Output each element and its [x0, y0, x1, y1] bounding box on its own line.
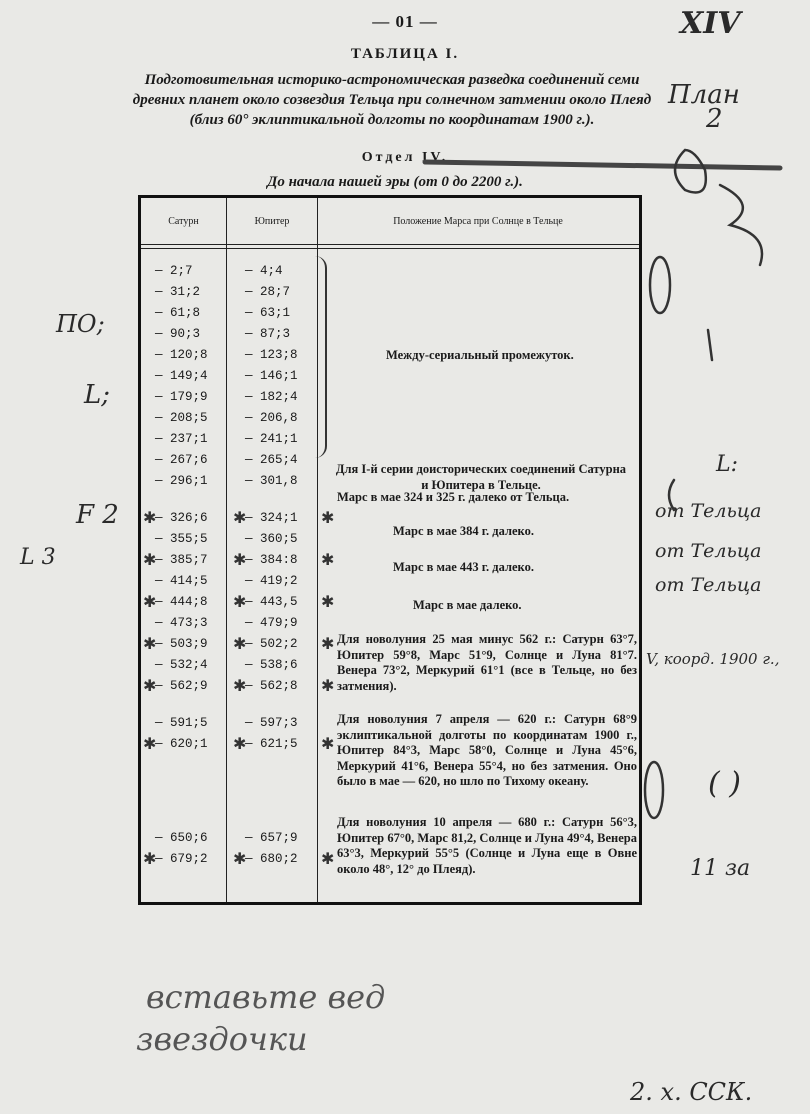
mars-note-7: Для новолуния 10 апреля — 680 г.: Сатурн 56°3, Юпитер 67°0, Марс 81,2, Солнце и Луна 49°4, Венера 63°3, Меркурий 55°5 (Солнце и Луна еще в Овне около 48°, 12° до Плеяд).: [337, 815, 637, 876]
jupiter-cell: — 443,5: [245, 595, 298, 609]
hand-ot-3: от Тельца: [655, 574, 762, 596]
saturn-cell: — 149;4: [155, 369, 208, 383]
saturn-cell: — 2;7: [155, 264, 193, 278]
asterisk-icon: ✱: [321, 636, 335, 653]
asterisk-icon: ✱: [233, 552, 247, 569]
hand-f2: F 2: [76, 500, 119, 530]
jupiter-cell: — 146;1: [245, 369, 298, 383]
saturn-cell: — 355;5: [155, 532, 208, 546]
jupiter-cell: — 479;9: [245, 616, 298, 630]
saturn-cell: — 326;6: [155, 511, 208, 525]
saturn-cell: — 679;2: [155, 852, 208, 866]
asterisk-icon: ✱: [143, 510, 157, 527]
hand-two: 2: [706, 104, 723, 134]
saturn-cell: — 385;7: [155, 553, 208, 567]
hand-l: L;: [84, 380, 111, 410]
saturn-cell: — 61;8: [155, 306, 201, 320]
hand-koord: V, коорд. 1900 г.,: [646, 650, 780, 668]
jupiter-cell: — 621;5: [245, 737, 298, 751]
jupiter-cell: — 206,8: [245, 411, 298, 425]
saturn-cell: — 562;9: [155, 679, 208, 693]
table-subtitle: Подготовительная историко-астрономическая разведка соединений семи древних планет около созвездия Тельца при солнечном затмении около Плеяд (близ 60° эклиптикальной долготы по координатам 1900 г.).: [132, 72, 652, 128]
hand-ot-2: от Тельца: [655, 540, 762, 562]
saturn-cell: — 296;1: [155, 474, 208, 488]
hand-l3: L 3: [20, 545, 56, 570]
mars-note-3: Марс в мае 443 г. далеко.: [393, 560, 534, 574]
asterisk-icon: ✱: [143, 851, 157, 868]
asterisk-icon: ✱: [233, 636, 247, 653]
section-label: Отдел IV.: [361, 150, 449, 165]
hand-bottom-1: вставьте вед: [146, 978, 386, 1016]
saturn-cell: — 532;4: [155, 658, 208, 672]
jupiter-cell: — 419;2: [245, 574, 298, 588]
column-header-saturn: Сатурн: [168, 216, 199, 227]
mars-note-2: Марс в мае 384 г. далеко.: [393, 524, 534, 538]
saturn-cell: — 208;5: [155, 411, 208, 425]
saturn-cell: — 267;6: [155, 453, 208, 467]
interserial-note: Между-сериальный промежуток.: [386, 348, 574, 362]
jupiter-cell: — 4;4: [245, 264, 283, 278]
column-header-mars: Положение Марса при Солнце в Тельце: [393, 216, 563, 227]
jupiter-cell: — 384:8: [245, 553, 298, 567]
page-title: ТАБЛИЦА I.: [350, 46, 460, 62]
jupiter-cell: — 63;1: [245, 306, 291, 320]
hand-plan: План: [668, 80, 740, 110]
asterisk-icon: ✱: [143, 552, 157, 569]
jupiter-cell: — 680;2: [245, 852, 298, 866]
asterisk-icon: ✱: [321, 851, 335, 868]
jupiter-cell: — 265;4: [245, 453, 298, 467]
asterisk-icon: ✱: [321, 736, 335, 753]
saturn-cell: — 650;6: [155, 831, 208, 845]
saturn-cell: — 473;3: [155, 616, 208, 630]
mars-note-4: Марс в мае далеко.: [413, 598, 522, 612]
jupiter-cell: — 301,8: [245, 474, 298, 488]
asterisk-icon: ✱: [143, 736, 157, 753]
saturn-cell: — 237;1: [155, 432, 208, 446]
mars-note-1: Марс в мае 324 и 325 г. далеко от Тельца.: [337, 490, 570, 504]
jupiter-cell: — 538;6: [245, 658, 298, 672]
jupiter-cell: — 241;1: [245, 432, 298, 446]
asterisk-icon: ✱: [143, 594, 157, 611]
mars-note-6: Для новолуния 7 апреля — 620 г.: Сатурн 68°9 эклиптикальной долготы по координатам 1900 г., Юпитер 84°3, Марс 58°0, Солнце и Луна 45°6, Меркурий 41°6, Венера 55°4, но без затмения. Оно было в мае — 620, но шло по Тихому океану.: [337, 712, 637, 788]
series-heading: Для I-й серии доисторических соединений Сатурна и Юпитера в Тельце.: [335, 462, 627, 492]
hand-po: ПО;: [56, 310, 105, 338]
jupiter-cell: — 28;7: [245, 285, 291, 299]
jupiter-cell: — 562;8: [245, 679, 298, 693]
page-number: — 01 —: [372, 12, 438, 31]
hand-lcolon: L:: [716, 452, 739, 477]
asterisk-icon: ✱: [321, 678, 335, 695]
asterisk-icon: ✱: [321, 510, 335, 527]
jupiter-cell: — 123;8: [245, 348, 298, 362]
saturn-cell: — 620;1: [155, 737, 208, 751]
saturn-cell: — 31;2: [155, 285, 201, 299]
asterisk-icon: ✱: [321, 552, 335, 569]
column-header-jupiter: Юпитер: [254, 216, 290, 227]
asterisk-icon: ✱: [321, 594, 335, 611]
mars-note-5: Для новолуния 25 мая минус 562 г.: Сатурн 63°7, Юпитер 59°8, Марс 51°9, Солнце и Луна 81°7. Венера 73°2, Меркурий 61°1 (все в Тельце, но без затмения).: [337, 632, 637, 693]
jupiter-cell: — 87;3: [245, 327, 291, 341]
saturn-cell: — 90;3: [155, 327, 201, 341]
hand-xiv: XIV: [680, 6, 741, 41]
hand-za: 11 за: [690, 856, 751, 881]
hand-bottom-right: 2. х. ССК.: [630, 1078, 753, 1106]
hand-ot-1: от Тельца: [655, 500, 762, 522]
asterisk-icon: ✱: [233, 678, 247, 695]
jupiter-cell: — 597;3: [245, 716, 298, 730]
asterisk-icon: ✱: [233, 851, 247, 868]
saturn-cell: — 179;9: [155, 390, 208, 404]
jupiter-cell: — 657;9: [245, 831, 298, 845]
jupiter-cell: — 360;5: [245, 532, 298, 546]
jupiter-cell: — 324;1: [245, 511, 298, 525]
jupiter-cell: — 502;2: [245, 637, 298, 651]
jupiter-cell: — 182;4: [245, 390, 298, 404]
saturn-cell: — 414;5: [155, 574, 208, 588]
asterisk-icon: ✱: [143, 636, 157, 653]
asterisk-icon: ✱: [233, 736, 247, 753]
saturn-cell: — 503;9: [155, 637, 208, 651]
saturn-cell: — 591;5: [155, 716, 208, 730]
saturn-cell: — 120;8: [155, 348, 208, 362]
hand-bottom-2: звездочки: [136, 1020, 308, 1058]
asterisk-icon: ✱: [143, 678, 157, 695]
hand-paren: ( ): [708, 766, 741, 801]
era-label: До начала нашей эры (от 0 до 2200 г.).: [267, 174, 523, 190]
saturn-cell: — 444;8: [155, 595, 208, 609]
asterisk-icon: ✱: [233, 594, 247, 611]
asterisk-icon: ✱: [233, 510, 247, 527]
